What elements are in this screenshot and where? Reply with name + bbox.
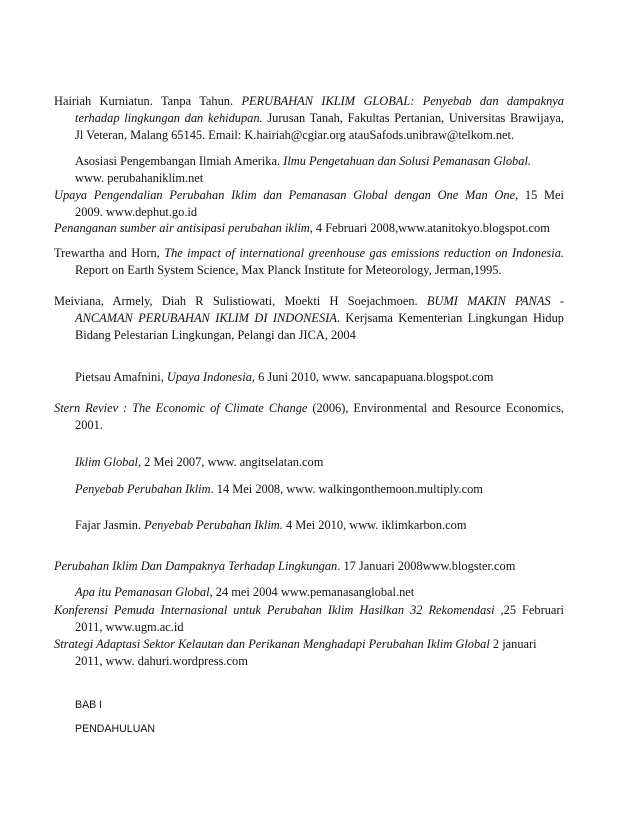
italic-text-run: BUMI MAKIN PANAS - (426, 294, 564, 308)
reference-line (54, 245, 564, 262)
text-run: 6 Juni 2010, www. sancapapuana.blogspot.com (255, 370, 494, 384)
text-run: Fajar Jasmin. (75, 518, 145, 532)
reference-line (54, 584, 564, 601)
text-run: , 2 Mei 2007, www. angitselatan.com (137, 455, 324, 469)
reference-line (54, 127, 564, 144)
reference-line (54, 653, 564, 670)
chapter-heading (54, 721, 564, 738)
text-run: Pietsau Amafnini, (75, 370, 167, 384)
italic-text-run: Apa itu Pemanasan Global, (75, 585, 213, 599)
reference-line (54, 220, 564, 237)
reference-line (54, 293, 564, 310)
reference-line (54, 454, 564, 471)
italic-text-run: Penyebab Perubahan Iklim (75, 482, 211, 496)
reference-line (54, 417, 564, 434)
text-run: Trewartha and Horn, (54, 246, 165, 260)
text-run: . 17 Januari 2008www.blogster.com (337, 559, 516, 573)
italic-text-run: ANCAMAN PERUBAHAN IKLIM DI INDONESIA (75, 311, 337, 325)
reference-pietsau (54, 369, 564, 386)
reference-apa-itu (54, 584, 564, 601)
italic-text-run: Upaya Pengendalian Perubahan Iklim dan Pemanasan Global dengan One Man One, (54, 188, 519, 202)
reference-perubahan-iklim (54, 558, 564, 575)
text-run: Bidang Pelestarian Lingkungan, Pelangi dan JICA, 2004 (75, 328, 356, 342)
text-run: , 4 Februari 2008,www.atanitokyo.blogspot.com (309, 221, 550, 235)
text-run: ,25 Februari (494, 603, 564, 617)
text-run: 24 mei 2004 www.pemanasanglobal.net (212, 585, 415, 599)
reference-line (54, 369, 564, 386)
reference-line (54, 310, 564, 327)
text-run: 2009. www.dephut.go.id (75, 205, 198, 219)
text-run: 4 Mei 2010, www. iklimkarbon.com (282, 518, 467, 532)
italic-text-run: Perubahan Iklim Dan Dampaknya Terhadap Lingkungan (54, 559, 338, 573)
reference-penyebab (54, 481, 564, 498)
italic-text-run: Stern Reviev : The Economic of Climate Change (54, 401, 308, 415)
text-run: 2011, www.ugm.ac.id (75, 620, 184, 634)
reference-fajar (54, 517, 564, 534)
text-run: www. perubahaniklim.net (75, 171, 204, 185)
text-run: 2011, www. dahuri.wordpress.com (75, 654, 248, 668)
reference-iklim-global (54, 454, 564, 471)
chapter-title: PENDAHULUAN (75, 723, 156, 735)
reference-meiviana (54, 293, 564, 344)
text-run: Jurusan Tanah, Fakultas Pertanian, Universitas Brawijaya, (262, 111, 564, 125)
reference-hairiah (54, 93, 564, 144)
reference-stern (54, 400, 564, 434)
reference-strategi (54, 636, 564, 670)
text-run: Meiviana, Armely, Diah R Sulistiowati, Moekti H Soejachmoen. (54, 294, 427, 308)
reference-line (54, 602, 564, 619)
reference-line (54, 636, 564, 653)
text-run: . 14 Mei 2008, www. walkingonthemoon.multiply.com (210, 482, 483, 496)
chapter-bab-label: BAB I (75, 699, 103, 711)
italic-text-run: Penanganan sumber air antisipasi perubahan iklim (54, 221, 310, 235)
italic-text-run: terhadap lingkungan dan kehidupan. (75, 111, 263, 125)
reference-line (54, 558, 564, 575)
text-run: Asosiasi Pengembangan Ilmiah Amerika. (75, 154, 284, 168)
italic-text-run: Iklim Global (75, 455, 138, 469)
italic-text-run: Strategi Adaptasi Sektor Kelautan dan Perikanan Menghadapi Perubahan Iklim Global (54, 637, 490, 651)
reference-line (54, 262, 564, 279)
reference-line (54, 327, 564, 344)
reference-line (54, 153, 564, 170)
reference-line (54, 481, 564, 498)
text-run: . Kerjsama Kementerian Lingkungan Hidup (336, 311, 564, 325)
italic-text-run: PERUBAHAN IKLIM GLOBAL: Penyebab dan dampaknya (241, 94, 564, 108)
reference-line (54, 93, 564, 110)
reference-line (54, 619, 564, 636)
reference-line (54, 187, 564, 204)
reference-line (54, 400, 564, 417)
italic-text-run: Penyebab Perubahan Iklim. (144, 518, 283, 532)
text-run: Report on Earth System Science, Max Planck Institute for Meteorology, Jerman,1995. (75, 263, 502, 277)
reference-line (54, 110, 564, 127)
italic-text-run: Konferensi Pemuda Internasional untuk Perubahan Iklim Hasilkan 32 Rekomendasi (54, 603, 495, 617)
reference-upaya (54, 187, 564, 221)
text-run: 2001. (75, 418, 103, 432)
italic-text-run: The impact of international greenhouse gas emissions reduction on Indonesia. (164, 246, 564, 260)
italic-text-run: Upaya Indonesia, (166, 370, 255, 384)
chapter-number (54, 697, 564, 714)
reference-trewartha (54, 245, 564, 279)
text-run: Jl Veteran, Malang 65145. Email: K.hairiah@cgiar.org atauSafods.unibraw@telkom.net. (75, 128, 515, 142)
text-run: 2 januari (489, 637, 537, 651)
text-run: Hairiah Kurniatun. Tanpa Tahun. (54, 94, 242, 108)
reference-konferensi (54, 602, 564, 636)
italic-text-run: Ilmu Pengetahuan dan Solusi Pemanasan Global. (283, 154, 531, 168)
reference-line (54, 170, 564, 187)
reference-penanganan (54, 220, 564, 237)
reference-asosiasi (54, 153, 564, 187)
text-run: 15 Mei (518, 188, 565, 202)
reference-line (54, 517, 564, 534)
text-run: (2006), Environmental and Resource Economics, (307, 401, 565, 415)
reference-line (54, 204, 564, 221)
